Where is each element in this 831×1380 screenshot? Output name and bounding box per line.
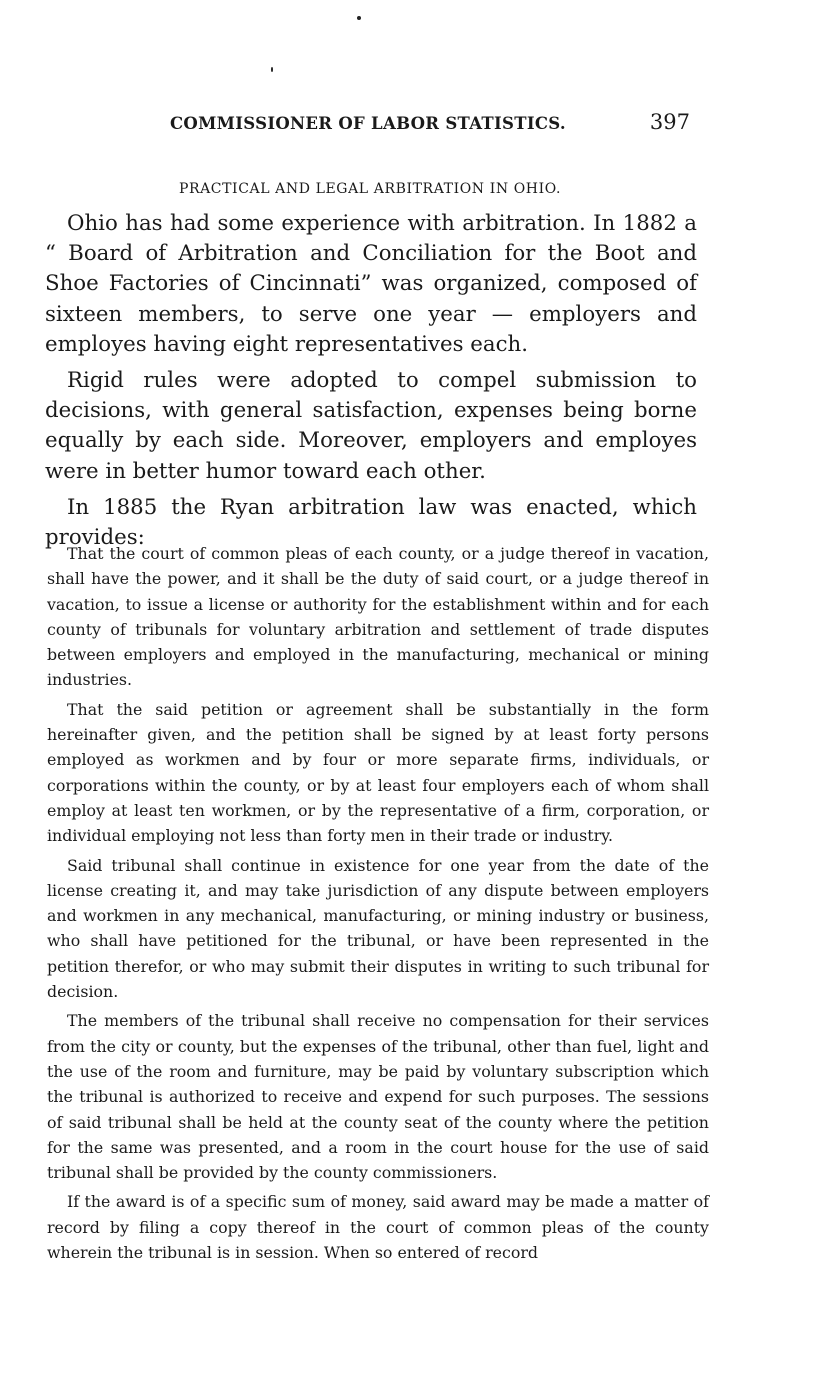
paragraph: Ohio has had some experience with arbitration. In 1882 a “ Board of Arbitration and Conciliation for the Boot and Shoe Factories of Cincinnati” was organized, composed of sixteen members, to serve one year — employers and employes having eight representatives each. [45, 211, 697, 357]
law-clause: The members of the tribunal shall receive no compensation for their services from the city or county, but the expenses of the tribunal, other than fuel, light and the use of the room and furniture, may be paid by voluntary subscription which the tribunal is authorized to receive and expend for such purposes. The sessions of said tribunal shall be held at the county seat of the county where the petition for the same was presented, and a room in the court house for the use of said tribunal shall be provided by the county commissioners. [47, 1011, 709, 1183]
running-title: COMMISSIONER OF LABOR STATISTICS. [170, 114, 566, 133]
law-clause: If the award is of a specific sum of money, said award may be made a matter of record by filing a copy thereof in the court of common pleas of the county wherein the tribunal is in session. When so entered of record [47, 1192, 709, 1263]
law-clause: Said tribunal shall continue in existence for one year from the date of the license creating it, and may take jurisdiction of any dispute between employers and workmen in any mechanical, manufacturing, or mining industry or business, who shall have petitioned for the tribunal, or have been represented in the petition therefor, or who may submit their disputes in writing to such tribunal for decision. [47, 855, 709, 1002]
paragraph: In 1885 the Ryan arbitration law was enacted, which provides: [45, 494, 697, 551]
scan-speck [357, 16, 361, 20]
paragraph: Rigid rules were adopted to compel submission to decisions, with general satisfaction, expenses being borne equally by each side. Moreover, employers and employes were in better humor toward each other. [45, 368, 697, 484]
scan-speck [271, 67, 273, 72]
running-header [170, 112, 690, 136]
quoted-law [47, 541, 709, 1269]
law-clause: That the court of common pleas of each county, or a judge thereof in vacation, shall have the power, and it shall be the duty of said court, or a judge thereof in vacation, to issue a license or authority for the establishment within and for each county of tribunals for voluntary arbitration and settlement of trade disputes between employers and employed in the manufacturing, mechanical or mining industries. [47, 544, 709, 690]
section-title: PRACTICAL AND LEGAL ARBITRATION IN OHIO. [178, 181, 562, 197]
page-number: 397 [649, 110, 690, 134]
main-text [45, 209, 697, 559]
law-clause: That the said petition or agreement shall be substantially in the form hereinafter given, and the petition shall be signed by at least forty persons employed as workmen and by four or more separate firms, individuals, or corporations within the county, or by at least four employers each of whom shall employ at least ten workmen, or by the representative of a firm, corporation, or individual employing not less than forty men in their trade or industry. [47, 699, 709, 846]
